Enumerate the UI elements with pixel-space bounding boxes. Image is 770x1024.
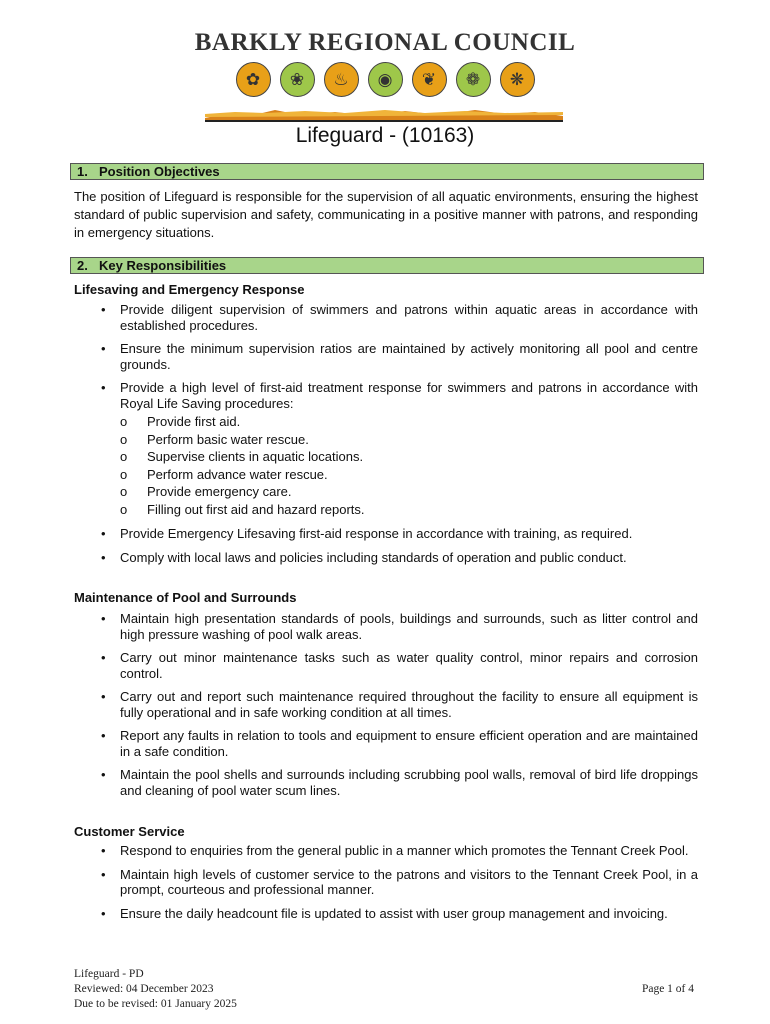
section-title: Key Responsibilities bbox=[99, 258, 227, 273]
section-number: 1. bbox=[77, 164, 88, 179]
lifesaving-list bbox=[74, 302, 698, 573]
subheading-customer-service: Customer Service bbox=[74, 824, 185, 839]
footprint-emblem-icon: ◉ bbox=[368, 62, 403, 97]
paw-emblem-icon: ❋ bbox=[500, 62, 535, 97]
section-title: Position Objectives bbox=[99, 164, 220, 179]
section-heading-key-responsibilities bbox=[70, 257, 704, 274]
footer-doc-name: Lifeguard - PD bbox=[74, 968, 144, 980]
list-item: • Ensure the minimum supervision ratios are maintained by actively monitoring all pool and centre grounds. bbox=[74, 341, 698, 372]
footer-revision-date: Due to be revised: 01 January 2025 bbox=[74, 998, 237, 1010]
page-number: Page 1 of 4 bbox=[641, 983, 694, 995]
sublist-item: o Perform advance water rescue. bbox=[120, 466, 698, 484]
objectives-paragraph: The position of Lifeguard is responsible for the supervision of all aquatic environments, ensuring the highest standard of public supervision and safety, communicating in a positive manner with patrons, and responding in emergency situations. bbox=[74, 189, 698, 240]
sublist-item: o Filling out first aid and hazard reports. bbox=[120, 501, 698, 519]
plant-emblem-icon: ❁ bbox=[456, 62, 491, 97]
maintenance-list bbox=[74, 611, 698, 806]
footer-reviewed-date: Reviewed: 04 December 2023 bbox=[74, 983, 214, 995]
leaves-emblem-icon: ❦ bbox=[412, 62, 447, 97]
sublist-item: o Perform basic water rescue. bbox=[120, 431, 698, 449]
list-item: • Provide a high level of first-aid treatment response for swimmers and patrons in accordance with Royal Life Saving procedures: o Provide first aid. o Perform basic water rescue. o Supervise clients in aquatic locations. o Perform advance water rescue. o Provide emergency care. o Filling out first aid and hazard reports. bbox=[74, 380, 698, 518]
flame-emblem-icon: ♨ bbox=[324, 62, 359, 97]
sublist-item: o Provide emergency care. bbox=[120, 483, 698, 501]
page-footer bbox=[74, 967, 698, 1012]
list-item: • Carry out and report such maintenance required throughout the facility to ensure all equipment is fully operational and in safe working condition at all times. bbox=[74, 689, 698, 720]
section-number: 2. bbox=[77, 258, 88, 273]
subheading-lifesaving: Lifesaving and Emergency Response bbox=[74, 282, 305, 297]
list-item: • Maintain the pool shells and surrounds including scrubbing pool walls, removal of bird life droppings and cleaning of pool water scum lines. bbox=[74, 767, 698, 798]
list-item: • Maintain high levels of customer service to the patrons and visitors to the Tennant Creek Pool, in a prompt, courteous and professional manner. bbox=[74, 867, 698, 898]
list-item: • Provide diligent supervision of swimmers and patrons within aquatic areas in accordance with established procedures. bbox=[74, 302, 698, 333]
list-item: • Respond to enquiries from the general public in a manner which promotes the Tennant Creek Pool. bbox=[74, 843, 698, 859]
council-logo bbox=[0, 28, 770, 97]
fern-emblem-icon: ✿ bbox=[236, 62, 271, 97]
plants-emblem-icon: ❀ bbox=[280, 62, 315, 97]
document-title: Lifeguard - (10163) bbox=[295, 124, 475, 147]
list-item: • Carry out minor maintenance tasks such as water quality control, minor repairs and corrosion control. bbox=[74, 650, 698, 681]
list-item: • Provide Emergency Lifesaving first-aid response in accordance with training, as required. bbox=[74, 526, 698, 542]
list-item: • Maintain high presentation standards of pools, buildings and surrounds, such as litter control and high pressure washing of pool walk areas. bbox=[74, 611, 698, 642]
first-aid-sublist bbox=[120, 413, 698, 518]
list-item: • Report any faults in relation to tools and equipment to ensure efficient operation and are maintained in a safe condition. bbox=[74, 728, 698, 759]
landscape-banner-icon bbox=[205, 104, 563, 122]
org-name: BARKLY REGIONAL COUNCIL bbox=[194, 29, 576, 56]
section-heading-position-objectives bbox=[70, 163, 704, 180]
list-item: • Comply with local laws and policies including standards of operation and public conduct. bbox=[74, 550, 698, 566]
sublist-item: o Supervise clients in aquatic locations. bbox=[120, 448, 698, 466]
subheading-maintenance: Maintenance of Pool and Surrounds bbox=[74, 590, 297, 605]
emblem-row bbox=[0, 62, 770, 97]
customer-service-list bbox=[74, 843, 698, 929]
list-item: • Ensure the daily headcount file is updated to assist with user group management and invoicing. bbox=[74, 906, 698, 922]
sublist-item: o Provide first aid. bbox=[120, 413, 698, 431]
